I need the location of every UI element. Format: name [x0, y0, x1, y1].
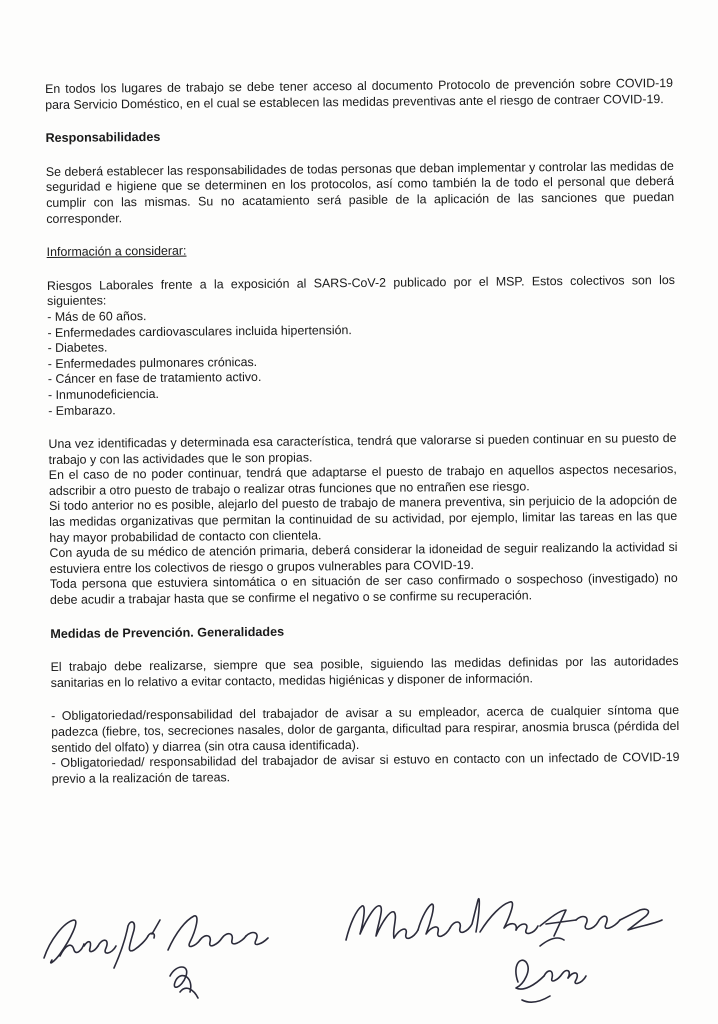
medidas-item: - Obligatoriedad/responsabilidad del trabajador de avisar a su empleador, acerca de cualquier síntoma que padezca (fiebre, tos, secreciones nasales, dolor de garganta, dificultad para respirar, anosmia brusca (pérdida del sentido del olfato) y diarrea (sin otra causa identificada). — [51, 703, 680, 755]
intro-paragraph: En todos los lugares de trabajo se debe tener acceso al documento Protocolo de prevención sobre COVID-19 para Servicio Doméstico, en el cual se establecen las medidas preventivas ante el riesgo de contraer COVID-19. — [45, 75, 674, 112]
list-item: - Inmunodeficiencia. — [47, 386, 159, 402]
responsabilidades-heading: Responsabilidades — [45, 130, 161, 146]
list-item: - Embarazo. — [48, 402, 116, 418]
info-paragraph: Con ayuda de su médico de atención primaria, deberá considerar la idoneidad de seguir realizando la actividad si estuviera entre los colectivos de riesgo o grupos vulnerables para COVID-19. — [49, 540, 678, 576]
signature-left — [30, 880, 280, 1010]
risk-groups-list — [47, 304, 676, 419]
informacion-intro: Riesgos Laborales frente a la exposición al SARS-CoV-2 publicado por el MSP. Estos colectivos son los siguientes: — [46, 272, 675, 309]
signature-right — [340, 880, 670, 1020]
medidas-intro: El trabajo debe realizarse, siempre que sea posible, siguiendo las medidas definidas por las autoridades sanitarias en lo relativo a evitar contacto, medidas higiénicas y disponer de información. — [50, 654, 679, 690]
info-paragraph: Una vez identificadas y determinada esa característica, tendrá que valorarse si pueden continuar en su puesto de trabajo y con las actividades que le son propias. — [48, 431, 677, 467]
medidas-heading: Medidas de Prevención. Generalidades — [50, 624, 285, 641]
info-paragraph: Si todo anterior no es posible, alejarlo del puesto de trabajo de manera preventiva, sin perjuicio de la adopción de las medidas organizativas que permitan la continuidad de su actividad, por ejemplo, limitar las tareas en las que hay mayor probabilidad de contacto con clientela. — [49, 493, 678, 545]
list-item: - Más de 60 años. — [47, 308, 147, 324]
signatures-area — [0, 880, 718, 1024]
document-body — [45, 76, 680, 787]
responsabilidades-paragraph: Se deberá establecer las responsabilidades de todas personas que deban implementar y controlar las medidas de seguridad e higiene que se determinen en los protocolos, así como también la de todo el personal que deberá cumplir con las mismas. Su no acatamiento será pasible de la aplicación de las sanciones que puedan corresponder. — [45, 158, 675, 226]
medidas-item: - Obligatoriedad/ responsabilidad del trabajador de avisar si estuvo en contacto con un infectado de COVID-19 previo a la realización de tareas. — [51, 750, 680, 786]
informacion-heading: Información a considerar: — [46, 243, 187, 260]
list-item: - Enfermedades pulmonares crónicas. — [47, 354, 258, 371]
list-item: - Enfermedades cardiovasculares incluida hipertensión. — [47, 322, 352, 340]
list-item: - Diabetes. — [47, 340, 108, 356]
info-paragraph: Toda persona que estuviera sintomática o en situación de ser caso confirmado o sospechoso (investigado) no debe acudir a trabajar hasta que se confirme el negativo o se confirme su recuperación. — [49, 571, 678, 608]
list-item: - Cáncer en fase de tratamiento activo. — [47, 370, 262, 387]
info-paragraph: En el caso de no poder continuar, tendrá que adaptarse el puesto de trabajo en aquellos aspectos necesarios, adscribir a otro puesto de trabajo o realizar otras funciones que no entrañen ese riesgo. — [48, 462, 677, 498]
